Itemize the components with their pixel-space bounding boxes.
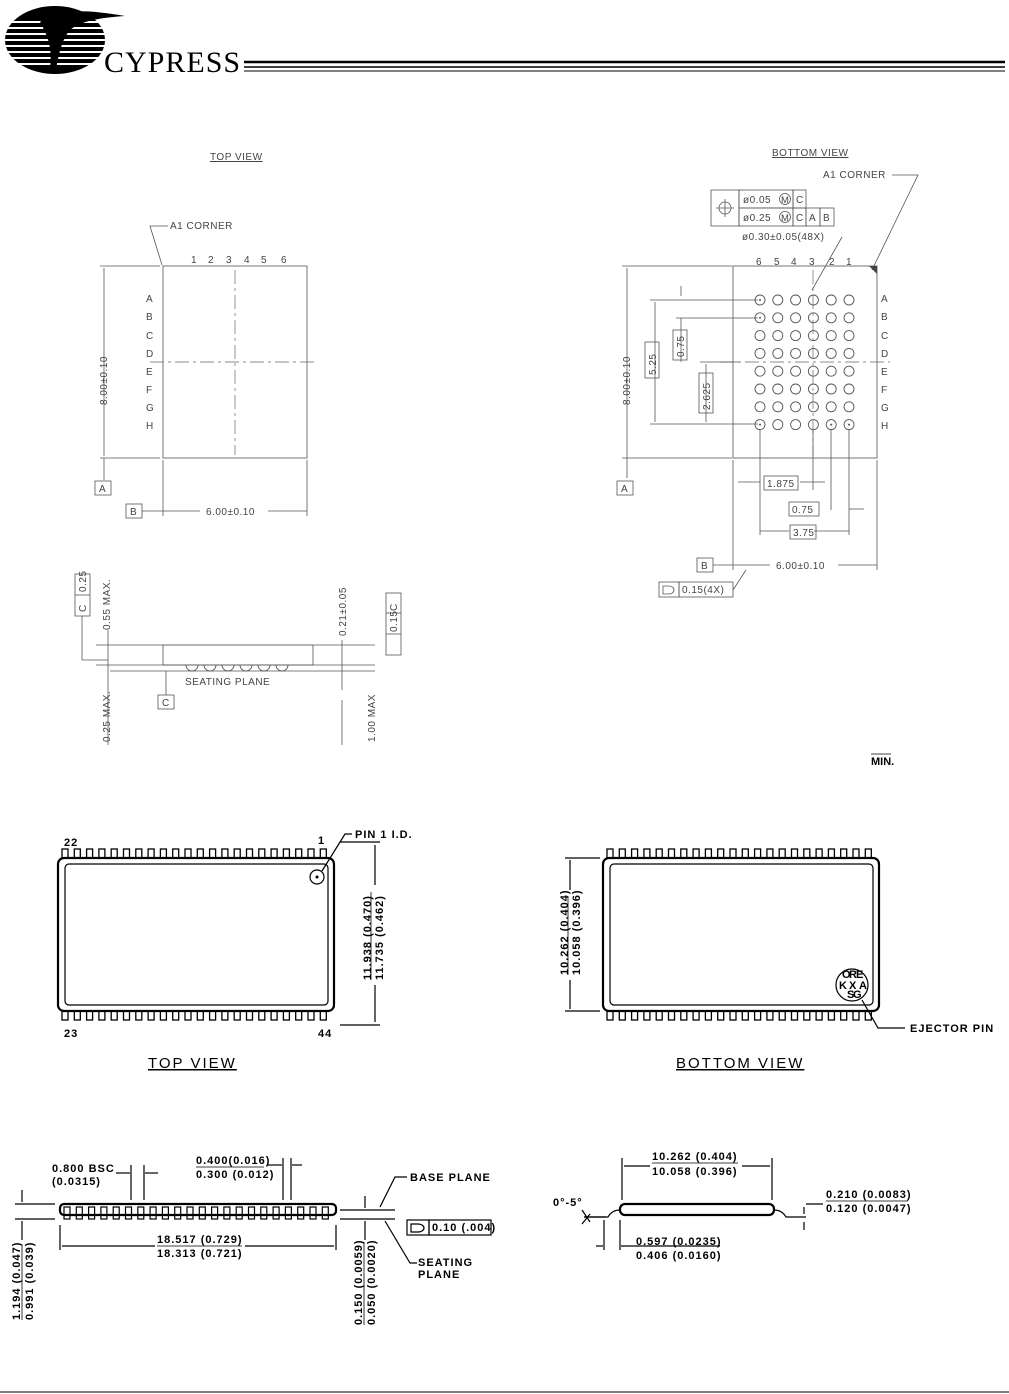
side-lead bbox=[298, 1207, 304, 1219]
lead bbox=[283, 849, 289, 858]
lead bbox=[632, 849, 638, 858]
length-min: 18.313 (0.721) bbox=[157, 1248, 243, 1260]
solder-ball bbox=[755, 402, 765, 412]
side-leads bbox=[64, 1207, 328, 1219]
solder-ball bbox=[826, 402, 836, 412]
solder-ball bbox=[826, 295, 836, 305]
solder-ball bbox=[808, 384, 818, 394]
svg-text:2: 2 bbox=[208, 255, 215, 266]
pin-44-label: 44 bbox=[318, 1028, 333, 1040]
lead bbox=[234, 849, 240, 858]
column-numbers bbox=[191, 255, 287, 266]
geometric-tolerance-frame bbox=[711, 190, 834, 226]
svg-text:C: C bbox=[78, 604, 89, 612]
svg-text:5: 5 bbox=[261, 255, 268, 266]
fbga-side-view bbox=[75, 571, 401, 745]
lead bbox=[222, 1011, 228, 1020]
solder-ball bbox=[755, 331, 765, 341]
solder-ball bbox=[773, 295, 783, 305]
side-lead bbox=[76, 1207, 82, 1219]
standoff-max: 0.25 MAX. bbox=[102, 690, 113, 742]
svg-text:ø0.25: ø0.25 bbox=[743, 213, 772, 224]
svg-text:B: B bbox=[881, 312, 889, 323]
bottom-upper-leads bbox=[607, 849, 871, 858]
dim-1-875: 1.875 bbox=[767, 479, 795, 490]
lead bbox=[197, 849, 203, 858]
bottom-lower-leads bbox=[607, 1011, 871, 1020]
foot-max: 0.597 (0.0235) bbox=[636, 1236, 722, 1248]
side-lead bbox=[187, 1207, 193, 1219]
lead bbox=[705, 1011, 711, 1020]
standoff-max: 0.150 (0.0059) bbox=[353, 1239, 365, 1325]
svg-text:6: 6 bbox=[281, 255, 288, 266]
lead bbox=[644, 1011, 650, 1020]
svg-text:C: C bbox=[146, 331, 154, 342]
lead bbox=[320, 849, 326, 858]
solder-ball bbox=[808, 366, 818, 376]
max-height: 0.55 MAX. bbox=[102, 578, 113, 630]
lead bbox=[607, 849, 613, 858]
svg-text:E: E bbox=[856, 969, 865, 981]
lead bbox=[742, 1011, 748, 1020]
tsop-bottom-view bbox=[559, 849, 994, 1072]
end-body-min: 10.058 (0.396) bbox=[652, 1166, 738, 1178]
lead bbox=[755, 849, 761, 858]
a1-corner-label: A1 CORNER bbox=[170, 221, 233, 232]
solder-ball bbox=[808, 420, 818, 430]
tsop-bottom-body-inner bbox=[610, 864, 873, 1005]
height-max: 1.194 (0.047) bbox=[11, 1241, 23, 1320]
lead bbox=[779, 1011, 785, 1020]
dim-3-75: 3.75 bbox=[793, 528, 815, 539]
lead-angle: 0°-5° bbox=[553, 1197, 583, 1209]
lead bbox=[222, 849, 228, 858]
side-lead bbox=[224, 1207, 230, 1219]
header-rule bbox=[244, 62, 1005, 71]
lead bbox=[730, 849, 736, 858]
svg-text:H: H bbox=[146, 421, 154, 432]
side-lead bbox=[175, 1207, 181, 1219]
len-min: 11.735 (0.462) bbox=[374, 895, 386, 980]
side-lead bbox=[113, 1207, 119, 1219]
lead bbox=[755, 1011, 761, 1020]
side-lead bbox=[138, 1207, 144, 1219]
pitch-label: 0.800 BSC bbox=[52, 1163, 115, 1175]
solder-ball bbox=[844, 331, 854, 341]
seating-plane-label: SEATING PLANE bbox=[185, 677, 271, 688]
solder-ball bbox=[773, 313, 783, 323]
tsop-side-view bbox=[11, 1155, 496, 1325]
lead bbox=[271, 1011, 277, 1020]
solder-ball bbox=[791, 348, 801, 358]
lead bbox=[87, 849, 93, 858]
svg-text:G: G bbox=[146, 403, 155, 414]
ejector-pin-label: EJECTOR PIN bbox=[910, 1023, 995, 1035]
cypress-logo bbox=[5, 6, 241, 79]
svg-text:C: C bbox=[796, 213, 804, 224]
svg-text:X: X bbox=[849, 980, 858, 992]
lead bbox=[320, 1011, 326, 1020]
lead bbox=[296, 849, 302, 858]
lead bbox=[124, 1011, 130, 1020]
side-lead bbox=[101, 1207, 107, 1219]
side-lead bbox=[249, 1207, 255, 1219]
svg-text:F: F bbox=[146, 385, 153, 396]
tsop-body-inner bbox=[65, 864, 328, 1005]
lead bbox=[173, 1011, 179, 1020]
lead bbox=[210, 849, 216, 858]
bottom-datum-a: A bbox=[621, 484, 629, 495]
solder-ball bbox=[755, 384, 765, 394]
lead bbox=[271, 849, 277, 858]
solder-ball bbox=[791, 366, 801, 376]
lead bbox=[111, 849, 117, 858]
lead bbox=[681, 1011, 687, 1020]
lead bbox=[308, 1011, 314, 1020]
tsop-top-view bbox=[58, 829, 413, 1072]
svg-text:G: G bbox=[853, 989, 863, 1001]
svg-text:C: C bbox=[796, 195, 804, 206]
side-lead bbox=[273, 1207, 279, 1219]
svg-text:4: 4 bbox=[244, 255, 251, 266]
solder-ball bbox=[844, 366, 854, 376]
length-max: 18.517 (0.729) bbox=[157, 1234, 243, 1246]
pitch-inch: (0.0315) bbox=[52, 1176, 101, 1188]
width-max: 10.262 (0.404) bbox=[559, 889, 571, 975]
lead bbox=[210, 1011, 216, 1020]
lead bbox=[841, 849, 847, 858]
lead bbox=[693, 1011, 699, 1020]
coplanarity-value: 0.10 (.004) bbox=[432, 1222, 497, 1234]
solder-ball bbox=[826, 313, 836, 323]
left-gull-lead bbox=[584, 1210, 620, 1217]
solder-ball bbox=[826, 348, 836, 358]
total-max: 1.00 MAX bbox=[367, 694, 378, 742]
lead-thick-max: 0.210 (0.0083) bbox=[826, 1189, 912, 1201]
lead bbox=[62, 849, 68, 858]
svg-text:B: B bbox=[823, 213, 831, 224]
solder-ball bbox=[773, 331, 783, 341]
solder-ball bbox=[773, 420, 783, 430]
lead bbox=[148, 849, 154, 858]
end-body bbox=[620, 1204, 774, 1215]
row-letters bbox=[146, 294, 154, 432]
width-min: 10.058 (0.396) bbox=[571, 889, 583, 975]
side-lead bbox=[199, 1207, 205, 1219]
solder-ball bbox=[844, 402, 854, 412]
lead bbox=[656, 849, 662, 858]
svg-text:D: D bbox=[881, 349, 889, 360]
lead bbox=[160, 1011, 166, 1020]
solder-ball bbox=[773, 402, 783, 412]
svg-text:E: E bbox=[146, 367, 154, 378]
lead bbox=[767, 849, 773, 858]
svg-text:F: F bbox=[881, 385, 888, 396]
bottom-row-letters bbox=[881, 294, 889, 432]
lead bbox=[619, 1011, 625, 1020]
lead bbox=[124, 849, 130, 858]
lead bbox=[247, 849, 253, 858]
bottom-a1-corner-label: A1 CORNER bbox=[823, 170, 886, 181]
svg-text:6: 6 bbox=[756, 257, 763, 268]
ejector-mark bbox=[836, 969, 868, 1001]
fbga-bottom-view bbox=[617, 148, 918, 597]
lead-width-max: 0.400(0.016) bbox=[196, 1155, 271, 1167]
lead bbox=[136, 1011, 142, 1020]
svg-text:M: M bbox=[781, 213, 789, 224]
datum-c: C bbox=[162, 698, 170, 709]
fbga-top-view bbox=[95, 152, 318, 518]
lead bbox=[669, 849, 675, 858]
side-lead bbox=[236, 1207, 242, 1219]
side-lead bbox=[310, 1207, 316, 1219]
tsop-end-view bbox=[553, 1151, 912, 1262]
lead bbox=[705, 849, 711, 858]
lead bbox=[865, 849, 871, 858]
side-lead bbox=[89, 1207, 95, 1219]
bottom-datum-b: B bbox=[701, 561, 709, 572]
lead bbox=[148, 1011, 154, 1020]
lead bbox=[742, 849, 748, 858]
lower-leads bbox=[62, 1011, 326, 1020]
solder-ball bbox=[808, 402, 818, 412]
fbga-bottom-view-title: BOTTOM VIEW bbox=[772, 148, 849, 159]
solder-ball bbox=[808, 313, 818, 323]
lead bbox=[644, 849, 650, 858]
base-plane-label: BASE PLANE bbox=[410, 1172, 491, 1184]
datum-b: B bbox=[130, 507, 138, 518]
lead bbox=[283, 1011, 289, 1020]
solder-ball bbox=[791, 384, 801, 394]
solder-ball bbox=[791, 420, 801, 430]
pin1-id-label: PIN 1 I.D. bbox=[355, 829, 413, 841]
svg-text:2: 2 bbox=[829, 257, 836, 268]
ball-height: 0.21±0.05 bbox=[338, 587, 349, 636]
profile-icon bbox=[663, 586, 674, 594]
brand-name: CYPRESS bbox=[104, 46, 242, 79]
lead bbox=[259, 1011, 265, 1020]
datum-a: A bbox=[99, 484, 107, 495]
svg-text:1: 1 bbox=[846, 257, 853, 268]
lead bbox=[816, 849, 822, 858]
lead bbox=[247, 1011, 253, 1020]
pin-1-label: 1 bbox=[318, 835, 326, 847]
solder-ball bbox=[808, 295, 818, 305]
svg-text:3: 3 bbox=[809, 257, 816, 268]
lead bbox=[259, 849, 265, 858]
lead bbox=[632, 1011, 638, 1020]
lead bbox=[74, 849, 80, 858]
side-lead bbox=[64, 1207, 70, 1219]
side-lead bbox=[322, 1207, 328, 1219]
solder-ball bbox=[773, 348, 783, 358]
lead bbox=[828, 849, 834, 858]
svg-text:C: C bbox=[881, 331, 889, 342]
solder-ball bbox=[844, 295, 854, 305]
solder-ball bbox=[773, 384, 783, 394]
svg-text:O: O bbox=[842, 969, 852, 981]
solder-ball bbox=[826, 366, 836, 376]
svg-text:H: H bbox=[881, 421, 889, 432]
lead bbox=[234, 1011, 240, 1020]
lead bbox=[308, 849, 314, 858]
dim-0-75-horizontal: 0.75 bbox=[792, 505, 814, 516]
side-lead bbox=[261, 1207, 267, 1219]
solder-ball bbox=[844, 384, 854, 394]
lead bbox=[792, 1011, 798, 1020]
standoff-min: 0.050 (0.0020) bbox=[366, 1239, 378, 1325]
side-lead bbox=[150, 1207, 156, 1219]
upper-leads bbox=[62, 849, 326, 858]
bottom-dim-height: 8.00±0.10 bbox=[622, 356, 633, 405]
lead bbox=[853, 1011, 859, 1020]
solder-ball bbox=[808, 348, 818, 358]
solder-ball bbox=[791, 313, 801, 323]
lead bbox=[804, 849, 810, 858]
lead bbox=[74, 1011, 80, 1020]
lead bbox=[828, 1011, 834, 1020]
substrate-body bbox=[163, 645, 313, 665]
svg-text:B: B bbox=[146, 312, 154, 323]
lead bbox=[730, 1011, 736, 1020]
lead bbox=[656, 1011, 662, 1020]
lead bbox=[62, 1011, 68, 1020]
side-lead bbox=[212, 1207, 218, 1219]
solder-ball bbox=[826, 331, 836, 341]
solder-ball bbox=[791, 331, 801, 341]
solder-ball bbox=[844, 348, 854, 358]
solder-ball bbox=[826, 384, 836, 394]
fbga-top-view-title: TOP VIEW bbox=[210, 152, 263, 163]
svg-text:A: A bbox=[859, 980, 868, 992]
flatness: 0.15(4X) bbox=[682, 585, 725, 596]
side-lead bbox=[162, 1207, 168, 1219]
svg-text:D: D bbox=[146, 349, 154, 360]
lead-thick-min: 0.120 (0.0047) bbox=[826, 1203, 912, 1215]
svg-text:C: C bbox=[389, 603, 400, 611]
solder-ball bbox=[808, 331, 818, 341]
svg-text:ø0.05: ø0.05 bbox=[743, 195, 772, 206]
svg-text:3: 3 bbox=[226, 255, 233, 266]
solder-ball bbox=[755, 348, 765, 358]
svg-text:A: A bbox=[881, 294, 889, 305]
seating-plane-line1: SEATING bbox=[418, 1257, 474, 1269]
lead bbox=[296, 1011, 302, 1020]
svg-text:A: A bbox=[809, 213, 817, 224]
lead bbox=[136, 849, 142, 858]
lead-width-min: 0.300 (0.012) bbox=[196, 1169, 275, 1181]
svg-text:S: S bbox=[847, 989, 856, 1001]
dim-2-625: 2.625 bbox=[702, 382, 713, 410]
right-gull-lead bbox=[774, 1210, 806, 1217]
solder-ball bbox=[755, 366, 765, 376]
lead bbox=[841, 1011, 847, 1020]
height-min: 0.991 (0.039) bbox=[24, 1241, 36, 1320]
tsop-bottom-view-title: BOTTOM VIEW bbox=[676, 1055, 805, 1072]
svg-text:E: E bbox=[881, 367, 889, 378]
lead bbox=[669, 1011, 675, 1020]
lead bbox=[804, 1011, 810, 1020]
lead bbox=[681, 849, 687, 858]
lead bbox=[693, 849, 699, 858]
lead bbox=[185, 1011, 191, 1020]
pin-23-label: 23 bbox=[64, 1028, 79, 1040]
coplanarity-icon bbox=[411, 1224, 424, 1232]
dim-height: 8.00±0.10 bbox=[99, 356, 110, 405]
tsop-body-outer bbox=[58, 858, 334, 1011]
solder-ball bbox=[773, 366, 783, 376]
dim-0-75-vertical: 0.75 bbox=[676, 335, 687, 357]
solder-ball bbox=[791, 402, 801, 412]
lead bbox=[160, 849, 166, 858]
svg-text:5: 5 bbox=[774, 257, 781, 268]
lead bbox=[607, 1011, 613, 1020]
ball-diameter: ø0.30±0.05(48X) bbox=[742, 232, 825, 243]
parallel-tolerance: 0.25 bbox=[78, 570, 89, 592]
lead bbox=[111, 1011, 117, 1020]
lead bbox=[853, 849, 859, 858]
solder-ball bbox=[791, 295, 801, 305]
bottom-dim-width: 6.00±0.10 bbox=[776, 561, 825, 572]
lead bbox=[173, 849, 179, 858]
lead bbox=[99, 849, 105, 858]
lead bbox=[816, 1011, 822, 1020]
svg-text:K: K bbox=[839, 980, 848, 992]
tsop-top-view-title: TOP VIEW bbox=[148, 1055, 237, 1072]
pin-22-label: 22 bbox=[64, 837, 79, 849]
lead bbox=[718, 849, 724, 858]
svg-text:A: A bbox=[146, 294, 154, 305]
len-max: 11.938 (0.470) bbox=[362, 895, 374, 980]
svg-text:G: G bbox=[881, 403, 890, 414]
lead bbox=[87, 1011, 93, 1020]
tsop-bottom-body-outer bbox=[603, 858, 879, 1011]
solder-balls bbox=[186, 665, 288, 671]
end-body-max: 10.262 (0.404) bbox=[652, 1151, 738, 1163]
lead bbox=[185, 849, 191, 858]
lead bbox=[779, 849, 785, 858]
lead bbox=[619, 849, 625, 858]
lead bbox=[99, 1011, 105, 1020]
foot-min: 0.406 (0.0160) bbox=[636, 1250, 722, 1262]
solder-ball bbox=[844, 313, 854, 323]
lead bbox=[767, 1011, 773, 1020]
min-note: MIN. bbox=[871, 756, 895, 768]
lead bbox=[718, 1011, 724, 1020]
seating-plane-line2: PLANE bbox=[418, 1269, 461, 1281]
side-lead bbox=[285, 1207, 291, 1219]
side-lead bbox=[126, 1207, 132, 1219]
lead bbox=[792, 849, 798, 858]
coplanarity: 0.15 bbox=[389, 610, 400, 632]
svg-text:4: 4 bbox=[791, 257, 798, 268]
svg-text:M: M bbox=[781, 195, 789, 206]
dim-width: 6.00±0.10 bbox=[206, 507, 255, 518]
svg-text:R: R bbox=[849, 969, 858, 981]
svg-text:1: 1 bbox=[191, 255, 198, 266]
lead bbox=[197, 1011, 203, 1020]
dim-5-25: 5.25 bbox=[648, 353, 659, 375]
